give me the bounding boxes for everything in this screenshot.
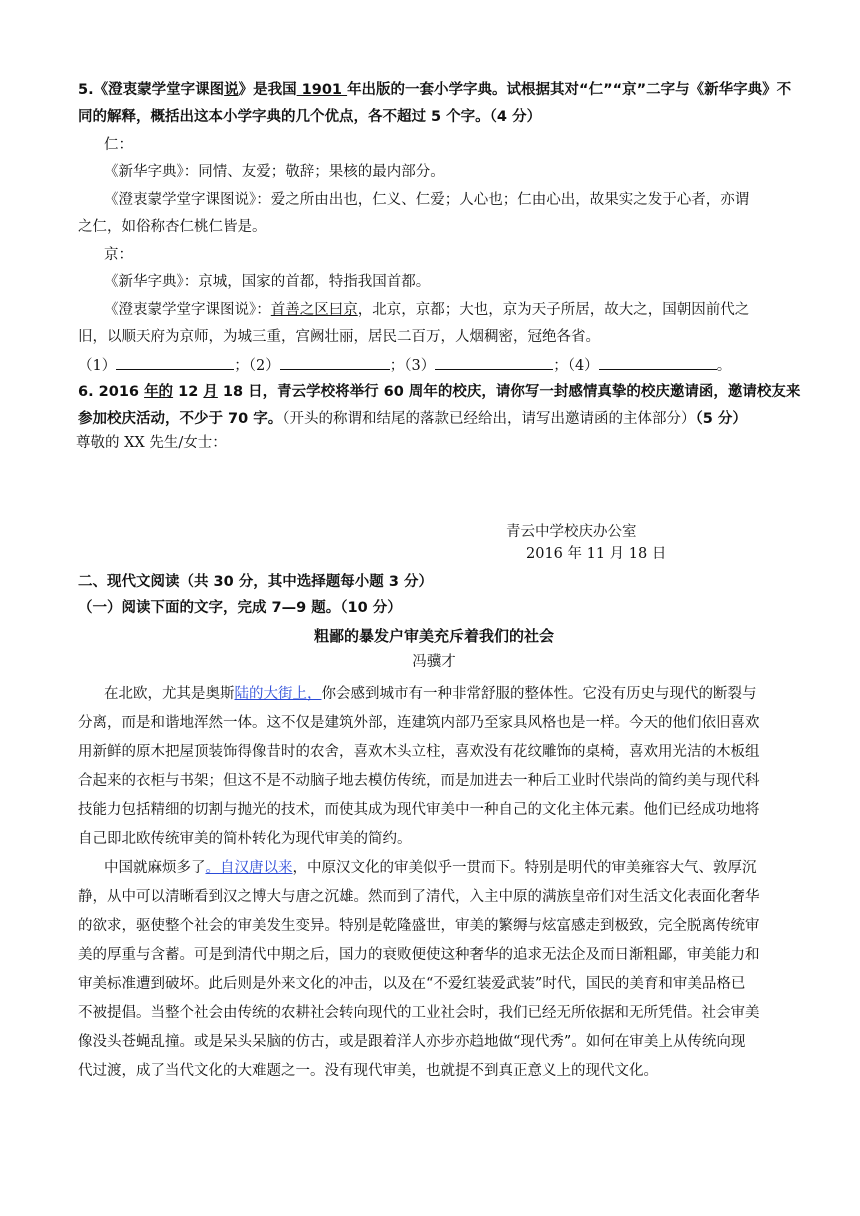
paragraph-2-line-8: 代过渡，成了当代文化的大难题之一。没有现代审美，也就提不到真正意义上的现代文化。 <box>78 1063 658 1079</box>
q5-prompt-line2: 同的解释，概括出这本小学字典的几个优点，各不超过 5 个字。（4 分） <box>78 109 542 125</box>
answer-blank-4[interactable] <box>599 355 717 370</box>
blank-label-4: ；（4） <box>553 358 599 374</box>
p2-text: 中国就麻烦多了 <box>104 860 206 876</box>
p1-text: 在北欧，尤其是奥斯 <box>104 686 235 702</box>
paragraph-2-line-6: 不被提倡。当整个社会由传统的农耕社会转向现代的工业社会时，我们已经无所依据和无所凭借。社会审美 <box>78 1005 760 1021</box>
q5-text-underlined: 说 <box>224 82 239 98</box>
blank-end: 。 <box>716 358 732 374</box>
q6-score: （5 分） <box>695 411 747 427</box>
q5-text: 5.《澄衷蒙学堂字课图 <box>78 82 225 98</box>
answer-blank-3[interactable] <box>435 355 553 370</box>
letter-signature-date: 2016 年 11 月 18 日 <box>526 546 667 562</box>
paragraph-2-line-7: 像没头苍蝇乱撞。或是呆头呆脑的仿古，或是跟着洋人亦步亦趋地做“现代秀”。如何在审美上从传统向现 <box>78 1034 746 1050</box>
paragraph-2-line-5: 审美标准遭到破坏。此后则是外来文化的冲击，以及在“不爱红装爱武装”时代，国民的美育和审美品格已 <box>78 976 746 992</box>
jing-chengzhong-definition-1 <box>104 300 790 320</box>
ren-chengzhong-definition-2: 之仁，如俗称杏仁桃仁皆是。 <box>78 219 267 235</box>
paragraph-1-line-3: 用新鲜的原木把屋顶装饰得像昔时的农舍，喜欢木头立柱，喜欢没有花纹雕饰的桌椅，喜欢用光洁的木板组 <box>78 744 760 760</box>
q6-prompt-line2 <box>78 409 790 429</box>
section-2-title: 二、现代文阅读（共 30 分，其中选择题每小题 3 分） <box>78 574 433 590</box>
q6-text: 6. 2016 <box>78 384 145 400</box>
paragraph-2-line-1 <box>104 858 790 878</box>
p2-link[interactable]: 。自汉唐以来 <box>205 860 293 876</box>
paragraph-1-line-2: 分离，而是和谐地浑然一体。这不仅是建筑外部，连建筑内部乃至家具风格也是一样。今天的他们依旧喜欢 <box>78 715 760 731</box>
article-author: 冯骥才 <box>412 654 456 670</box>
p1-link[interactable]: 陆的大街上， <box>234 686 322 702</box>
q5-text: 年出版的一套小学字典。试根据其对“仁”“京”二字与《新华字典》不 <box>347 82 792 98</box>
ren-heading: 仁： <box>104 137 133 153</box>
letter-signature-org: 青云中学校庆办公室 <box>506 524 637 540</box>
jing-heading: 京： <box>104 247 133 263</box>
letter-salutation: 尊敬的 XX 先生/女士： <box>76 435 227 451</box>
paragraph-1-line-1 <box>104 684 790 704</box>
paragraph-1-line-4: 合起来的衣柜与书架；但这不是不动脑子地去模仿传统，而是加进去一种后工业时代崇尚的简约美与现代科 <box>78 773 760 789</box>
blank-label-1: （1） <box>78 358 117 374</box>
q6-text-underlined: 月 <box>203 384 218 400</box>
article-title: 粗鄙的暴发户审美充斥着我们的社会 <box>313 627 554 645</box>
jing-text: 《澄衷蒙学堂字课图说》： <box>104 302 271 318</box>
q6-instruction: （开头的称谓和结尾的落款已经给出，请写出邀请函的主体部分） <box>282 411 696 427</box>
q5-text: 》是我国 <box>238 82 297 98</box>
q5-prompt-line1 <box>78 80 790 100</box>
answer-blank-1[interactable] <box>116 355 234 370</box>
paragraph-2-line-4: 美的厚重与含蓄。可是到清代中期之后，国力的衰败便使这种奢华的追求无法企及而日渐粗鄙，审美能力和 <box>78 947 760 963</box>
p2-text: ，中原汉文化的审美似乎一贯而下。特别是明代的审美雍容大气、敦厚沉 <box>292 860 757 876</box>
ren-chengzhong-definition-1: 《澄衷蒙学堂字课图说》：爱之所由出也，仁义、仁爱；人心也；仁由心出，故果实之发于心者，亦谓 <box>104 192 750 208</box>
jing-underlined-phrase: 首善之区曰京 <box>270 302 358 318</box>
ren-xinhua-definition: 《新华字典》：同情、友爱；敬辞；果核的最内部分。 <box>104 164 445 180</box>
answer-blank-2[interactable] <box>280 355 390 370</box>
jing-chengzhong-definition-2: 旧，以顺天府为京师，为城三重，宫阙壮丽，居民二百万，人烟稠密，冠绝各省。 <box>78 329 600 345</box>
q6-text: 18 日，青云学校将举行 60 周年的校庆，请你写一封感情真挚的校庆邀请函，邀请校友来 <box>217 384 801 400</box>
paragraph-2-line-3: 的欲求，驱使整个社会的审美发生变异。特别是乾隆盛世，审美的繁缛与炫富感走到极致，完全脱离传统审 <box>78 918 760 934</box>
q6-text: 参加校庆活动，不少于 70 字。 <box>78 411 283 427</box>
paragraph-2-line-2: 静，从中可以清晰看到汉之博大与唐之沉雄。然而到了清代，入主中原的满族皇帝们对生活文化表面化奢华 <box>78 889 760 905</box>
p1-text: 你会感到城市有一种非常舒服的整体性。它没有历史与现代的断裂与 <box>321 686 757 702</box>
section-2-subtitle: （一）阅读下面的文字，完成 7—9 题。（10 分） <box>78 600 402 616</box>
blank-label-2: ；（2） <box>234 358 280 374</box>
paragraph-1-line-6: 自己即北欧传统审美的简朴转化为现代审美的简约。 <box>78 831 412 847</box>
jing-text: ，北京，京都；大也，京为天子所居，故大之，国朝因前代之 <box>357 302 750 318</box>
q5-answer-blanks <box>78 355 790 376</box>
blank-label-3: ；（3） <box>389 358 436 374</box>
q5-year: 1901 <box>296 82 348 98</box>
jing-xinhua-definition: 《新华字典》：京城，国家的首都，特指我国首都。 <box>104 274 431 290</box>
q6-prompt-line1 <box>78 382 801 402</box>
paragraph-1-line-5: 技能力包括精细的切割与抛光的技术，而使其成为现代审美中一种自己的文化主体元素。他们已经成功地将 <box>78 802 760 818</box>
q6-text-underlined: 年的 <box>144 384 174 400</box>
q6-text: 12 <box>173 384 204 400</box>
